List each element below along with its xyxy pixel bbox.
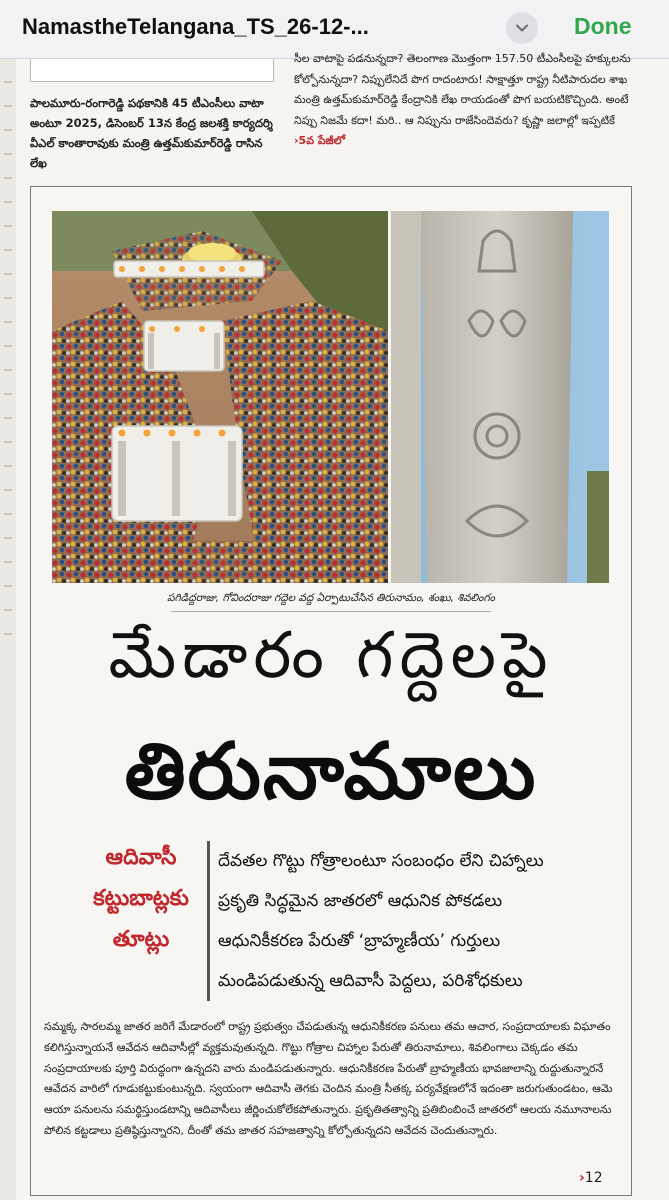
prev-story-body: సీల వాటాపై పడనున్నదా? తెలంగాణ మొత్తంగా 157.50 టీఎంసీలపై హక్కులను కోల్పోనున్నదా? నిప్పులేనిదే పొగ రాదంటారు! సాక్షాత్తూ రాష్ట్ర నీటిపారుదల శాఖ మంత్రి ఉత్తమ్‌కుమార్‌రెడ్డి కేంద్రానికి లేఖ రాయడంతో పొగ బయటికొచ్చింది. అంటే నిప్పు నిజమే కదా! మరి.. ఆ నిప్పును రాజేసిందెవరు? కృష్ణా జలాల్లో ఇప్పటికే bbox=[294, 52, 631, 127]
article-body: సమ్మక్క సారలమ్మ జాతర జరిగే మేడారంలో రాష్ట్ర ప్రభుత్వం చేపడుతున్న ఆధునికీకరణ పనులు తమ ఆచార, సంప్రదాయాలకు విఘాతం కలిగిస్తున్నాయనే ఆవేదన ఆదివాసీల్లో వ్యక్తమవుతున్నది. గొట్టు గోత్రాల చిహ్నాల పేరుతో తిరునామాలు, శివలింగాలు చెక్కడం తమ సంప్రదాయాలకు పూర్తి విరుద్ధంగా ఉన్నదని వారు మండిపడుతున్నారు. ఆధునికీకరణ పేరుతో బ్రాహ్మణీయ భావజాలాన్ని రుద్దుతున్నారనే ఆవేదన వారిలో గూడుకట్టుకుంటున్నది. స్వయంగా ఆదివాసీ తెగకు చెందిన మంత్రి సీతక్క పర్యవేక్షణలోనే ఇదంతా జరుగుతుండటం, ఆమె ఆయా పనులను సమర్థిస్తుండటాన్ని ఆదివాసీలు జీర్ణించుకోలేకపోతున్నారు. ప్రకృతితత్వాన్ని ప్రతిబింబించే జాతరలో ఆలయ నమూనాలను పోలిన కట్టడాలు ప్రతిష్ఠిస్తున్నారని, దీంతో తమ జాతర సహజత్వాన్ని కోల్పోతున్నదని ఆవేదన చెందుతున్నారు. bbox=[44, 1020, 613, 1137]
photo-caption: పగిడిద్దరాజు, గోవిందరాజు గద్దెల వద్ద ఏర్పాటుచేసిన తిరునామం, శంఖు, శివలింగం bbox=[167, 592, 495, 604]
kicker-line: ఆదివాసీ bbox=[105, 845, 177, 870]
prev-story-text bbox=[294, 49, 634, 152]
continued-page-number: 12 bbox=[584, 1170, 603, 1186]
article-photos bbox=[52, 211, 609, 583]
title-menu-button[interactable] bbox=[506, 12, 538, 44]
subhead-block bbox=[207, 841, 632, 1001]
continued-page bbox=[579, 1170, 603, 1186]
subhead-line: మండిపడుతున్న ఆదివాసీ పెద్దలు, పరిశోధకులు bbox=[218, 971, 523, 991]
kicker-line: తూట్లు bbox=[112, 927, 170, 952]
article-box bbox=[30, 186, 632, 1196]
chevron-down-icon bbox=[515, 21, 529, 35]
newspaper-page[interactable] bbox=[0, 52, 669, 1200]
subhead-line: ఆధునికీకరణ పేరుతో ‘బ్రాహ్మణీయ’ గుర్తులు bbox=[218, 931, 501, 951]
headline-top: మేడారం గద్దెలపై bbox=[108, 619, 554, 693]
subhead-line: ప్రకృతి సిద్ధమైన జాతరలో ఆధునిక పోకడలు bbox=[218, 891, 503, 911]
letter-caption: పాలమూరు-రంగారెడ్డి పథకానికి 45 టీఎంసీలు వాటా అంటూ 2025, డిసెంబర్ 13న కేంద్ర జలశక్తి కార్యదర్శి వీఎల్ కాంతారావుకు మంత్రి ఉత్తమ్‌కుమార్‌రెడ్డి రాసిన లేఖ bbox=[30, 96, 273, 170]
arrow-icon: › bbox=[579, 1170, 585, 1186]
letter-image bbox=[30, 59, 274, 82]
document-title: NamastheTelangana_TS_26-12-... bbox=[22, 14, 369, 39]
adjacent-page-edge bbox=[0, 59, 16, 1200]
kicker bbox=[61, 837, 221, 960]
subhead-line: దేవతల గొట్టు గోత్రాలంటూ సంబంధం లేని చిహ్నాలు bbox=[218, 851, 544, 871]
kicker-line: కట్టుబాట్లకు bbox=[93, 886, 189, 911]
done-button[interactable]: Done bbox=[574, 13, 632, 39]
medaram-crowd-photo bbox=[52, 211, 388, 583]
caption-divider bbox=[171, 611, 491, 612]
continued-marker: ›5వ పేజీలో bbox=[294, 134, 346, 147]
headline-main: తిరునామాలు bbox=[124, 727, 538, 817]
pillar-symbols-photo bbox=[391, 211, 609, 583]
